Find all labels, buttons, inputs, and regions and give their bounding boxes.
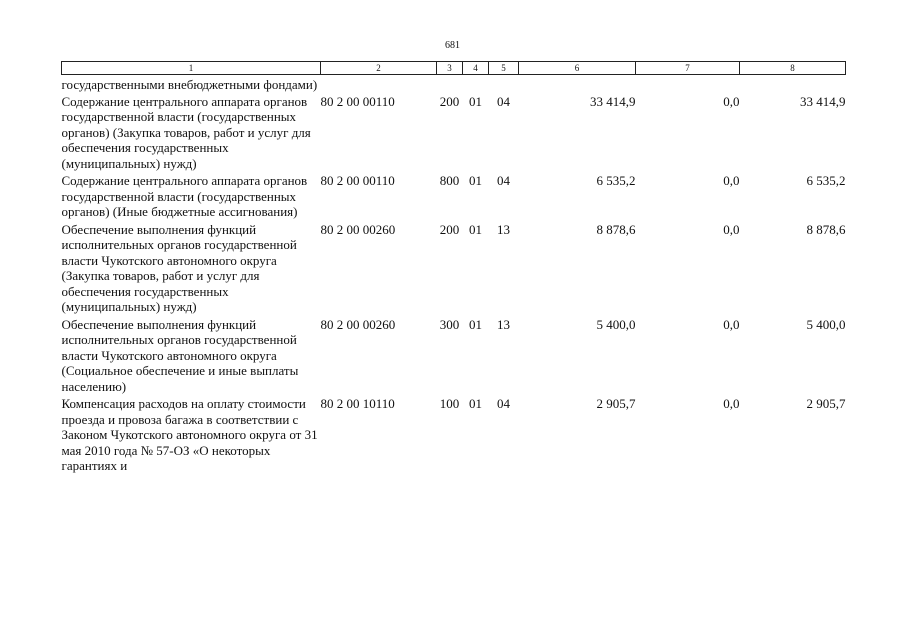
row-expense-type: 300	[439, 316, 460, 332]
row-section: 01	[469, 396, 482, 411]
row-target-code: 80 2 00 00260	[320, 221, 396, 237]
table-row-continuation	[62, 75, 846, 94]
table-row	[62, 94, 846, 174]
row-amount-col7: 0,0	[723, 93, 740, 109]
column-number-8: 8	[740, 62, 846, 75]
row-target-code: 80 2 00 00110	[320, 173, 395, 188]
row-amount-col7: 0,0	[723, 221, 740, 237]
row-description: государственными внебюджетными фондами)	[61, 77, 318, 92]
column-number-3: 3	[437, 62, 463, 75]
row-description: Содержание центрального аппарата органов государственной власти (государственных органов) (Иные бюджетные ассигнования)	[61, 173, 308, 219]
row-amount-col8: 8 878,6	[806, 221, 846, 237]
row-description: Компенсация расходов на оплату стоимости проезда и провоза багажа в соответствии с Законом Чукотского автономного округа от 31 мая 2010 года № 57-ОЗ «О некоторых гарантиях и	[61, 396, 318, 473]
row-section: 01	[469, 173, 482, 188]
row-amount-col6: 8 878,6	[596, 221, 636, 237]
row-amount-col6: 5 400,0	[596, 316, 636, 332]
budget-table	[61, 61, 846, 476]
row-section: 01	[469, 93, 482, 109]
column-number-4: 4	[463, 62, 489, 75]
row-expense-type: 800	[439, 173, 460, 188]
row-subsection: 04	[497, 396, 510, 411]
row-description: Обеспечение выполнения функций исполнительных органов государственной власти Чукотского автономного округа (Социальное обеспечение и иные выплаты населению)	[61, 316, 299, 394]
column-number-7: 7	[636, 62, 740, 75]
table-row	[62, 173, 846, 222]
row-amount-col8: 6 535,2	[806, 173, 846, 188]
row-amount-col6: 6 535,2	[596, 173, 636, 188]
row-subsection: 04	[497, 93, 510, 109]
row-expense-type: 100	[439, 396, 460, 411]
row-subsection: 13	[497, 221, 510, 237]
row-section: 01	[469, 316, 482, 332]
column-number-1: 1	[62, 62, 321, 75]
row-expense-type: 200	[439, 221, 460, 237]
page-number: 681	[445, 40, 460, 51]
row-subsection: 13	[497, 316, 510, 332]
column-number-5: 5	[489, 62, 519, 75]
row-subsection: 04	[497, 173, 510, 188]
row-expense-type: 200	[439, 93, 460, 109]
row-target-code: 80 2 00 00110	[320, 93, 395, 109]
row-target-code: 80 2 00 10110	[320, 396, 395, 411]
column-number-header-row	[62, 62, 846, 75]
table-row	[62, 396, 846, 476]
row-amount-col7: 0,0	[723, 396, 740, 411]
row-description: Обеспечение выполнения функций исполнительных органов государственной власти Чукотского автономного округа (Закупка товаров, работ и услуг для обеспечения государственных (муниципальных) нужд)	[61, 221, 297, 314]
row-description: Содержание центрального аппарата органов государственной власти (государственных органов) (Закупка товаров, работ и услуг для обеспечения государственных (муниципальных) нужд)	[61, 93, 311, 171]
row-amount-col8: 2 905,7	[806, 396, 846, 411]
column-number-6: 6	[519, 62, 636, 75]
row-target-code: 80 2 00 00260	[320, 316, 396, 332]
row-amount-col7: 0,0	[723, 316, 740, 332]
row-amount-col7: 0,0	[723, 173, 740, 188]
row-amount-col6: 33 414,9	[590, 93, 636, 109]
row-amount-col8: 33 414,9	[800, 93, 846, 109]
table-row	[62, 222, 846, 317]
column-number-2: 2	[321, 62, 437, 75]
table-row	[62, 317, 846, 397]
row-section: 01	[469, 221, 482, 237]
row-amount-col8: 5 400,0	[806, 316, 846, 332]
row-amount-col6: 2 905,7	[596, 396, 636, 411]
